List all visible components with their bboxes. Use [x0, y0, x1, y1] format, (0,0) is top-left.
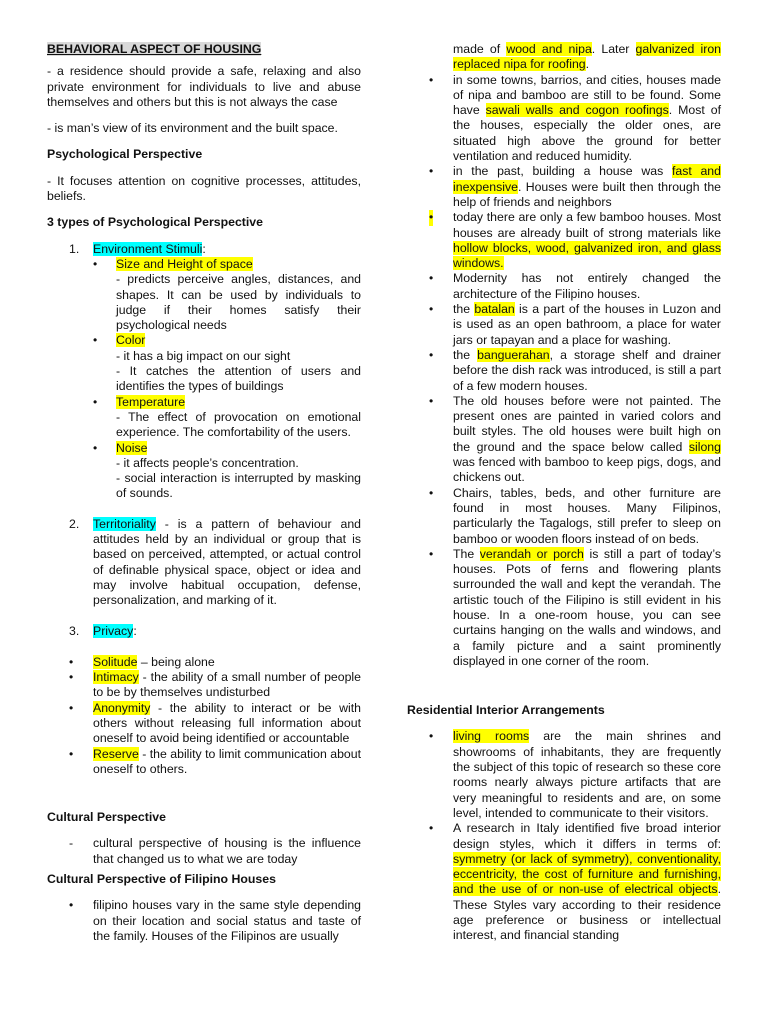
bullet-icon: •: [69, 898, 74, 913]
list-item: • in the past, building a house was fast and inexpensive. Houses were built then through the help of friends and neighbors: [429, 164, 721, 209]
environment-stimuli-sublist: [93, 257, 361, 502]
list-item-continued: made of wood and nipa. Later galvanized iron replaced nipa for roofing.: [453, 42, 721, 72]
list-item: • Chairs, tables, beds, and other furniture are found in most houses. Many Filipinos, particularly the Tagalogs, still prefer to sleep on bamboo or wooden floors instead of on beds.: [429, 485, 721, 546]
list-item: • Modernity has not entirely changed the architecture of the Filipino houses.: [429, 271, 721, 301]
label-privacy: Privacy: [93, 623, 134, 638]
label-territoriality: Territoriality: [93, 516, 156, 531]
list-item: • Color - it has a big impact on our sight - It catches the attention of users and identifies the types of buildings: [93, 333, 361, 394]
bullet-icon: •: [69, 746, 74, 761]
list-item: • today there are only a few bamboo houses. Most houses are already built of strong materials like hollow blocks, wood, galvanized iron, and glass windows.: [429, 210, 721, 271]
list-item: • Temperature - The effect of provocation on emotional experience. The comfortability of the users.: [93, 394, 361, 440]
list-item: • in some towns, barrios, and cities, houses made of nipa and bamboo are still to be found. Some have sawali walls and cogon roofings. Most of the houses, especially the older ones, are situated high above the ground for better ventilation and reduced humidity.: [429, 72, 722, 164]
list-item-environment-stimuli: 1. Environment Stimuli: • Size and Height of space - predicts perceive angles, distances, and shapes. It can be used by individuals to judge if their homes satisfy their psychological needs • Color - it has a big impact on our sight - It catches the attention of users and identifies the types of buildings • Temperature - The effect of provocation on emotional experience. The comfortability of the users. • Noise - it affects people’s concentration. - social interaction is interrupted by masking of sounds.: [69, 241, 361, 501]
list-item: • The verandah or porch is still a part of today’s houses. Pots of ferns and flowering plants surrounded the wall and kept the verandah. The artistic touch of the Filipino is still evident in his house. In a one-room house, you can see curtains hanging on the walls and windows, and a family picture and a saint prominently displayed in one corner of the room.: [429, 546, 721, 668]
list-item: • Reserve - the ability to limit communication about oneself to others.: [69, 746, 361, 776]
heading-three-types: 3 types of Psychological Perspective: [47, 215, 263, 230]
list-item: • filipino houses vary in the same style depending on their location and social status and taste of the family. Houses of the Filipinos are usually: [69, 898, 361, 943]
list-item: • The old houses before were not painted. The present ones are painted in varied colors and built styles. The old houses were built high on the ground and the space below called silong was fenced with bamboo to keep pigs, dogs, and chickens out.: [429, 393, 721, 485]
privacy-sublist: [47, 655, 361, 777]
list-item: • Anonymity - the ability to interact or be with others without releasing full information about oneself to avoid being identified or accountable: [69, 700, 361, 746]
label-environment-stimuli: Environment Stimuli: [93, 241, 203, 256]
left-column: [47, 42, 361, 944]
bullet-icon: •: [93, 333, 98, 348]
residential-interior-list: [407, 729, 721, 943]
heading-residential-interior: Residential Interior Arrangements: [407, 703, 605, 718]
cultural-list: [47, 836, 361, 867]
list-item: • A research in Italy identified five broad interior design styles, which it differs in terms of: symmetry (or lack of symmetry), conventionality, eccentricity, the cost of furniture and furnishing, and the use of or non-use of electrical objects. These Styles vary according to their residence age preference or business or intellectual interest, and financial standing: [429, 821, 721, 943]
bullet-icon: •: [429, 164, 434, 179]
psychological-description: - It focuses attention on cognitive processes, attitudes, beliefs.: [47, 173, 361, 204]
list-item: • Size and Height of space - predicts perceive angles, distances, and shapes. It can be used by individuals to judge if their homes satisfy their psychological needs: [93, 256, 361, 333]
list-item: • the batalan is a part of the houses in Luzon and is used as an open bathroom, a place for water jars or tapayan and a place for washing.: [429, 302, 721, 347]
heading-cultural-perspective: Cultural Perspective: [47, 810, 166, 825]
bullet-icon: •: [429, 485, 434, 500]
bullet-icon: •: [93, 256, 98, 271]
heading-filipino-houses: Cultural Perspective of Filipino Houses: [47, 872, 276, 887]
bullet-icon: •: [429, 302, 434, 317]
bullet-icon: •: [93, 440, 98, 455]
bullet-icon: •: [69, 654, 74, 669]
filipino-houses-list-continued: [407, 42, 721, 669]
bullet-icon: •: [429, 347, 434, 362]
bullet-icon: •: [429, 210, 434, 225]
intro-paragraph-2: - is man’s view of its environment and the built space.: [47, 121, 338, 136]
intro-paragraph-1: - a residence should provide a safe, relaxing and also private environment for individuals to live and abuse themselves and others but this is not always the case: [47, 64, 361, 109]
bullet-icon: •: [429, 393, 434, 408]
document-title: BEHAVIORAL ASPECT OF HOUSING: [47, 42, 262, 56]
right-column: [407, 42, 721, 944]
bullet-icon: •: [429, 821, 434, 836]
list-item: • Noise - it affects people’s concentration. - social interaction is interrupted by masking of sounds.: [93, 440, 361, 501]
list-item-privacy: 3. Privacy:: [69, 623, 137, 638]
list-item: • the banguerahan, a storage shelf and drainer before the dish rack was introduced, is still a part of a few modern houses.: [429, 347, 721, 393]
list-item: - cultural perspective of housing is the influence that changed us to what we are today: [69, 836, 361, 866]
bullet-icon: •: [429, 271, 434, 286]
psychological-types-list: [47, 242, 361, 639]
bullet-icon: •: [93, 394, 98, 409]
bullet-icon: •: [429, 729, 434, 744]
list-item: • Solitude – being alone: [69, 654, 215, 669]
bullet-icon: •: [429, 72, 434, 87]
bullet-icon: •: [69, 700, 74, 715]
list-item-territoriality: 2. Territoriality - is a pattern of behaviour and attitudes held by an individual or group that is based on perceived, attempted, or actual control of definable physical space, object or idea and may involve habitual occupation, defense, personalization, and marking of it.: [69, 516, 361, 608]
list-item: • living rooms are the main shrines and showrooms of inhabitants, they are frequently the subject of this topic of research so these core rooms nearly always picture artifacts that are very meaningful to residents and are, on some level, intended to communicate to their visitors.: [429, 729, 721, 820]
bullet-icon: •: [429, 546, 434, 561]
bullet-icon: •: [69, 670, 74, 685]
heading-psychological-perspective: Psychological Perspective: [47, 147, 203, 162]
filipino-houses-list: [47, 898, 361, 944]
list-item: • Intimacy - the ability of a small number of people to be by themselves undisturbed: [69, 670, 361, 700]
